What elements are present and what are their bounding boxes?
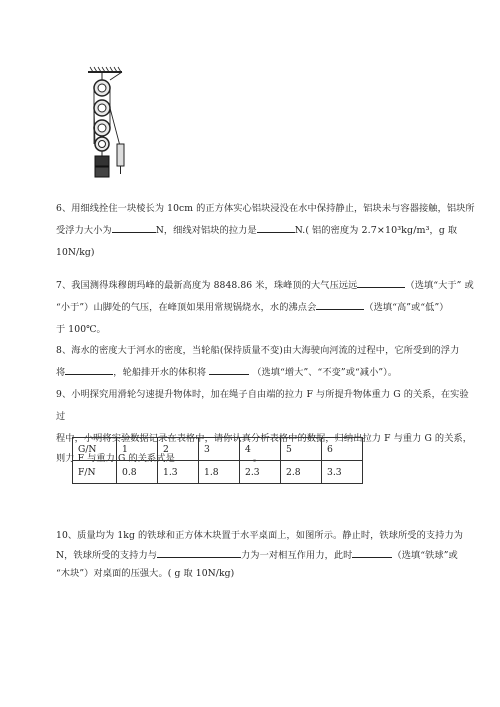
q7-text: （选填“高”或“低”）	[364, 302, 449, 313]
pulley-system-figure	[82, 64, 142, 184]
table-cell: 1	[117, 438, 158, 461]
table-cell: 2.8	[281, 461, 322, 484]
answer-blank[interactable]	[316, 299, 364, 310]
answer-blank[interactable]	[157, 547, 241, 558]
table-row	[73, 461, 363, 484]
q10-line3: “木块”）对桌面的压强大。( g 取 10N/kg)	[56, 568, 235, 579]
answer-blank[interactable]	[352, 547, 392, 558]
answer-blank[interactable]	[357, 277, 405, 288]
q7-text: “小于”）山脚处的气压，在峰顶如果用常规锅烧水，水的沸点会	[56, 302, 317, 313]
question-10	[56, 525, 476, 584]
answer-blank[interactable]	[209, 364, 249, 375]
q6-text: N.( 铝的密度为	[294, 225, 359, 236]
q6-line1: 6、用细线拴住一块棱长为 10cm 的正方体实心铝块浸没在水中保持静止，铝块未与容器接触，铝块所	[56, 203, 475, 214]
q9-text: 。	[252, 453, 263, 464]
table-cell: F/N	[73, 461, 117, 484]
q8-line2	[56, 362, 476, 384]
q6-text: ，g 取	[429, 225, 458, 236]
question-8	[56, 340, 476, 384]
q7-text: （选填“大于” 或	[405, 280, 474, 291]
q10-line1: 10、质量均为 1kg 的铁球和正方体木块置于水平桌面上，如图所示。静止时，铁球所受的支持力为	[56, 530, 464, 541]
q10-text: （选填“铁球”或	[392, 550, 458, 561]
table-cell: 1.8	[199, 461, 240, 484]
q7-line2	[56, 297, 476, 319]
table-cell: 5	[281, 438, 322, 461]
table-cell: 1.3	[158, 461, 199, 484]
q7-text: 7、我国测得珠穆朗玛峰的最新高度为 8848.86 米，珠峰顶的大气压远远	[56, 280, 358, 291]
answer-blank[interactable]	[65, 364, 113, 375]
q9-line1: 9、小明探究用滑轮匀速提升物体时，加在绳子自由端的拉力 F 与所提升物体重力 G 的关系，在实验过	[56, 389, 469, 422]
q10-text: N，铁球所受的支持力与	[56, 550, 158, 561]
table-cell: 3.3	[322, 461, 363, 484]
q8-text: （选填“增大”、“不变”或“减小”）。	[252, 367, 398, 378]
q8-line1: 8、海水的密度大于河水的密度，当轮船(保持质量不变)由大海驶向河流的过程中，它所受到的浮力	[56, 345, 460, 356]
q7-line3: 于 100℃。	[56, 324, 106, 335]
q10-line2	[56, 547, 476, 564]
answer-blank[interactable]	[257, 222, 295, 233]
q6-line3: 10N/kg)	[56, 247, 95, 258]
q6-text: N，细线对铝块的拉力是	[155, 225, 257, 236]
table-cell: G/N	[73, 438, 117, 461]
q8-text: 将	[56, 367, 66, 378]
question-6	[56, 198, 476, 264]
table-cell: 6	[322, 438, 363, 461]
q6-text: 受浮力大小为	[56, 225, 112, 236]
table-cell: 0.8	[117, 461, 158, 484]
density-formula: 2.7×10³kg/m³	[361, 225, 430, 236]
q10-text: 力为一对相互作用力，此时	[241, 550, 353, 561]
q7-line1	[56, 275, 476, 297]
table-row	[73, 438, 363, 461]
q8-text: ，轮船排开水的体积将	[113, 367, 207, 378]
data-table	[72, 437, 363, 484]
q6-line2	[56, 220, 476, 242]
table-cell: 4	[240, 438, 281, 461]
answer-blank[interactable]	[112, 222, 156, 233]
table-cell: 3	[199, 438, 240, 461]
table-cell: 2	[158, 438, 199, 461]
question-7	[56, 275, 476, 341]
q9-line2: 程中，小明将实验数据记录在表格中，请你认真分析表格中的数据，归纳出拉力 F 与重力 G 的关系，	[56, 433, 473, 444]
q9-text: 则力 F 与重力 G 的关系式是	[56, 453, 175, 464]
table-cell: 2.3	[240, 461, 281, 484]
